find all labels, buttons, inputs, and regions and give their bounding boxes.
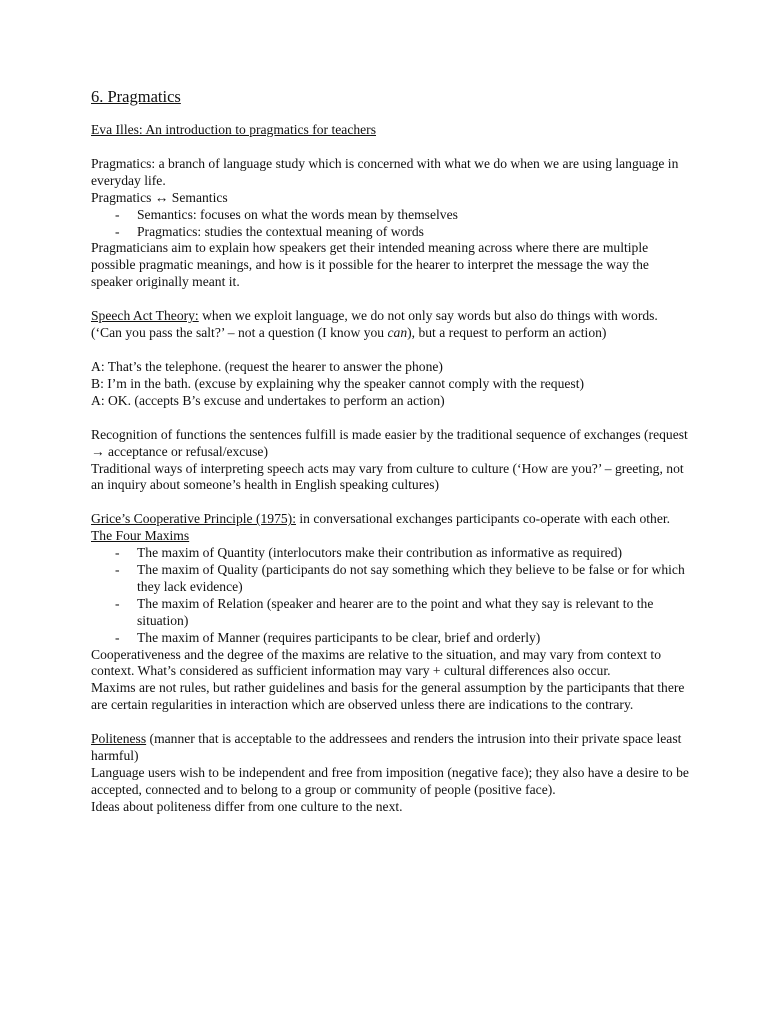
spacer <box>91 714 691 731</box>
spacer <box>91 410 691 427</box>
list-item: - The maxim of Quality (participants do not say something which they believe to be false or for which they lack evidence) <box>115 562 685 594</box>
emphasis-can: can <box>387 325 408 341</box>
source-title: Eva Illes: An introduction to pragmatics for teachers <box>91 122 377 137</box>
pragmaticians-aim: Pragmaticians aim to explain how speakers get their intended meaning across where there are multiple possible pragmatic meanings, and how is it possible for the hearer to interpret the message the way the speaker originally meant it. <box>91 240 649 290</box>
source-line <box>91 122 691 139</box>
face-paragraph: Language users wish to be independent and free from imposition (negative face); they also have a desire to be accepted, connected and to belong to a group or community of people (positive face). <box>91 765 689 797</box>
maxims-heading-line <box>91 528 691 545</box>
cooperativeness-paragraph: Cooperativeness and the degree of the maxims are relative to the situation, and may vary from context to context. What’s considered as sufficient information may vary + cultural differences also occur. <box>91 646 661 679</box>
spacer <box>91 494 691 511</box>
dash-icon: - <box>115 595 120 611</box>
pragmatics-definition: Pragmatics: a branch of language study which is concerned with what we do when we are using language in everyday life. <box>91 155 679 188</box>
grice-paragraph: Grice’s Cooperative Principle (1975): in conversational exchanges participants co-operate with each other. <box>91 511 671 527</box>
maxims-list <box>91 545 691 646</box>
page-title: 6. Pragmatics <box>91 87 181 106</box>
politeness-heading: Politeness <box>91 731 147 747</box>
speech-act-paragraph: Speech Act Theory: when we exploit language, we do not only say words but also do things with words. (‘Can you pass the salt?’ – not a question (I know you can), but a request to perform an action) <box>91 308 658 341</box>
recognition-paragraph: Recognition of functions the sentences fulfill is made easier by the traditional sequence of exchanges (request → acceptance or refusal/excuse) <box>91 426 688 459</box>
maxims-not-rules-paragraph: Maxims are not rules, but rather guidelines and basis for the general assumption by the participants that there are certain regularities in interaction which are observed unless there are indications to the contrary. <box>91 680 685 713</box>
speech-act-heading: Speech Act Theory: <box>91 308 199 324</box>
spacer <box>91 342 691 359</box>
grice-heading: Grice’s Cooperative Principle (1975): <box>91 511 296 527</box>
pragmatics-semantics-contrast: Pragmatics ↔ Semantics <box>91 189 228 205</box>
politeness-paragraph: Politeness (manner that is acceptable to the addressees and renders the intrusion into their private space least harmful) <box>91 731 682 764</box>
politeness-culture-paragraph: Ideas about politeness differ from one culture to the next. <box>91 798 403 814</box>
dash-icon: - <box>115 545 120 561</box>
list-item: - Pragmatics: studies the contextual meaning of words <box>115 223 424 239</box>
list-item: - The maxim of Relation (speaker and hearer are to the point and what they say is relevant to the situation) <box>115 595 654 628</box>
dialogue-line: B: I’m in the bath. (excuse by explaining why the speaker cannot comply with the request) <box>91 375 585 391</box>
spacer <box>91 291 691 308</box>
dash-icon: - <box>115 562 120 578</box>
dash-icon: - <box>115 223 120 239</box>
maxims-heading: The Four Maxims <box>91 528 190 544</box>
spacer <box>91 139 691 156</box>
list-item: - Semantics: focuses on what the words mean by themselves <box>115 206 458 222</box>
dash-icon: - <box>115 206 120 222</box>
dialogue-line: A: OK. (accepts B’s excuse and undertakes to perform an action) <box>91 392 445 408</box>
intro-bullet-list <box>91 207 691 241</box>
document-page <box>91 86 691 816</box>
traditional-paragraph: Traditional ways of interpreting speech acts may vary from culture to culture (‘How are you?’ – greeting, not an inquiry about someone’s health in English speaking cultures) <box>91 460 684 493</box>
list-item: - The maxim of Quantity (interlocutors make their contribution as informative as required) <box>115 545 623 561</box>
dialogue-line: A: That’s the telephone. (request the hearer to answer the phone) <box>91 358 443 374</box>
list-item: - The maxim of Manner (requires participants to be clear, brief and orderly) <box>115 629 541 645</box>
dash-icon: - <box>115 629 120 645</box>
